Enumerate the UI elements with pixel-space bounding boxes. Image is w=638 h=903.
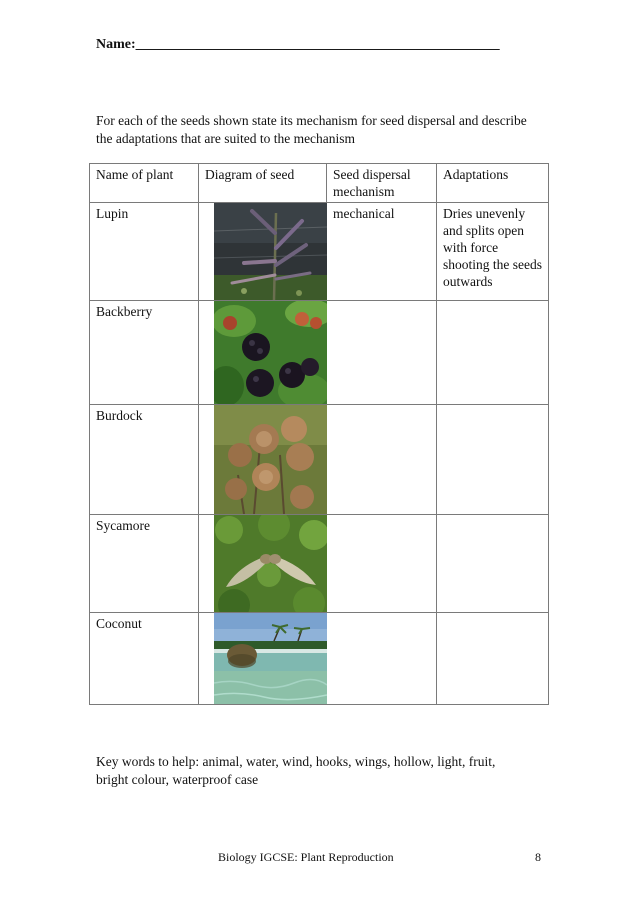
key-words-hint: Key words to help: animal, water, wind, hooks, wings, hollow, light, fruit, bright colour, waterproof case [96, 754, 496, 787]
table-header-row [90, 164, 549, 203]
table-row [90, 301, 549, 405]
footer-title: Biology IGCSE: Plant Reproduction [218, 850, 394, 864]
adaptations [437, 301, 549, 405]
plant-name: Sycamore [90, 515, 199, 613]
adaptations [437, 515, 549, 613]
burdock-burr-photo [214, 405, 327, 514]
header-adaptations: Adaptations [437, 164, 549, 203]
header-seed-dispersal-mechanism: Seed dispersal mechanism [327, 164, 437, 203]
table-row [90, 515, 549, 613]
dispersal-mechanism [327, 515, 437, 613]
adaptations [437, 613, 549, 705]
table-row [90, 613, 549, 705]
plant-name: Lupin [90, 203, 199, 301]
seed-diagram-cell [199, 203, 327, 301]
plant-name: Burdock [90, 405, 199, 515]
dispersal-mechanism [327, 613, 437, 705]
adaptations [437, 405, 549, 515]
seed-diagram-cell [199, 613, 327, 705]
seed-diagram-cell [199, 301, 327, 405]
table-row [90, 405, 549, 515]
page-number: 8 [535, 850, 541, 864]
plant-name: Backberry [90, 301, 199, 405]
dispersal-mechanism [327, 405, 437, 515]
header-diagram-of-seed: Diagram of seed [199, 164, 327, 203]
sycamore-winged-seed-photo [214, 515, 327, 612]
dispersal-mechanism: mechanical [327, 203, 437, 301]
instructions-text: For each of the seeds shown state its mechanism for seed dispersal and describe the adaptations that are suited to the mechanism [96, 113, 527, 146]
coconut-floating-in-sea-photo [214, 613, 327, 704]
seed-dispersal-table [89, 163, 549, 705]
header-name-of-plant: Name of plant [90, 164, 199, 203]
seed-diagram-cell [199, 515, 327, 613]
table-row [90, 203, 549, 301]
dispersal-mechanism [327, 301, 437, 405]
adaptations: Dries unevenly and splits open with force shooting the seeds outwards [437, 203, 549, 301]
name-field-label: Name:____________________________________________________ [96, 37, 500, 52]
plant-name: Coconut [90, 613, 199, 705]
seed-diagram-cell [199, 405, 327, 515]
lupin-seed-pod-photo [214, 203, 327, 300]
blackberry-fruit-photo [214, 301, 327, 404]
